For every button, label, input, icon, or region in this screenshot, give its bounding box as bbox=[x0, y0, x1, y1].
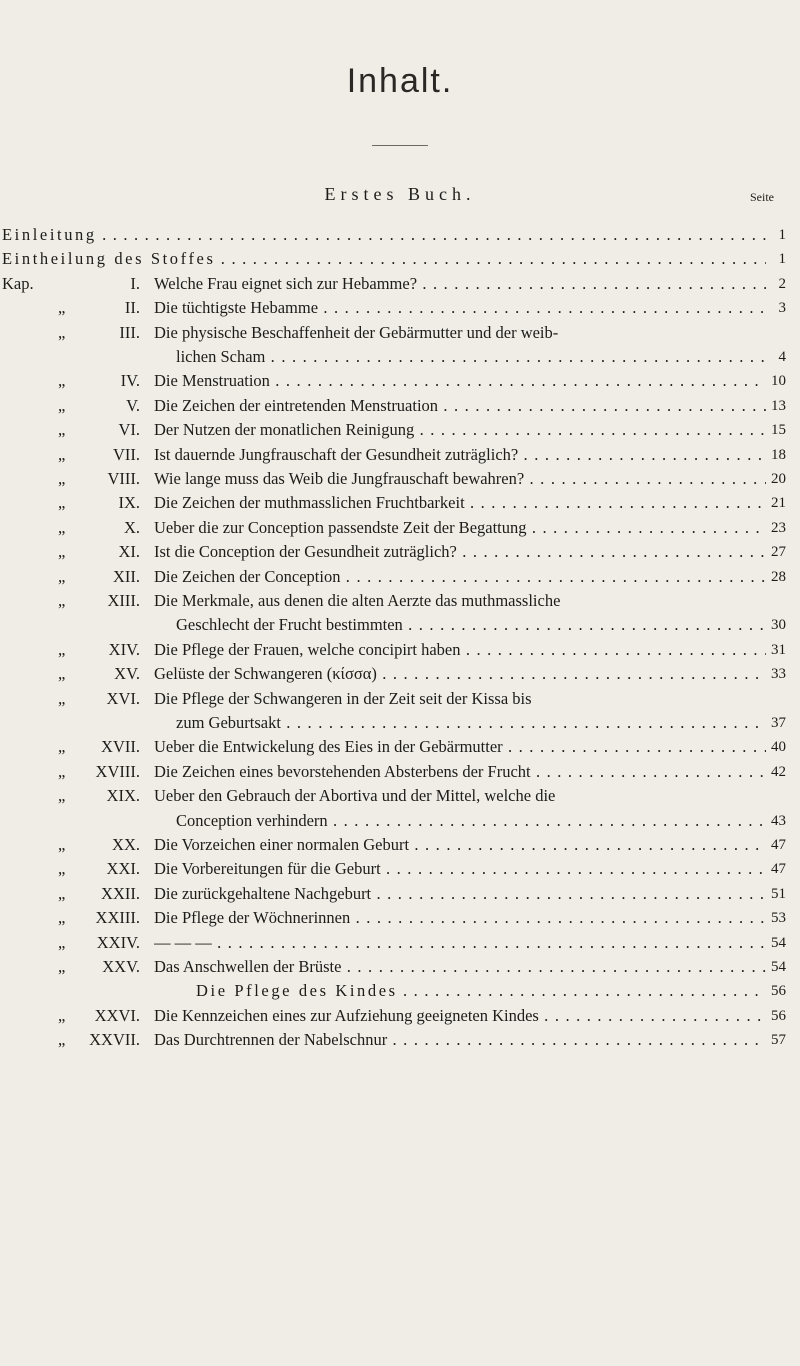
entry-title-text: Die Pflege der Wöchnerinnen . . . bbox=[154, 908, 766, 927]
page-number: 27 bbox=[771, 544, 786, 561]
chapter-number: VIII. bbox=[107, 469, 140, 488]
ditto-mark: „ bbox=[58, 517, 66, 537]
entry-title bbox=[154, 931, 766, 955]
entry-title-text: Das Durchtrennen der Nabelschnur . . . bbox=[154, 1030, 766, 1049]
entry-title-text: Geschlecht der Frucht bestimmten . . . bbox=[176, 615, 766, 634]
entry-title bbox=[176, 345, 766, 369]
section-row bbox=[0, 247, 800, 271]
entry-title bbox=[154, 687, 766, 711]
entry-title bbox=[154, 565, 766, 589]
chapter-row bbox=[0, 418, 800, 442]
chapter-number: III. bbox=[119, 322, 140, 342]
chapter-number: IV. bbox=[120, 371, 140, 391]
entry-title-text: Welche Frau eignet sich zur Hebamme? . . . bbox=[154, 274, 766, 293]
entry-title bbox=[154, 369, 766, 393]
entry-title-text: Die Pflege der Frauen, welche concipirt haben . . . bbox=[154, 640, 766, 659]
entry-title-text: Die Merkmale, aus denen die alten Aerzte das muthmassliche bbox=[154, 591, 561, 610]
chapter-number: VII. bbox=[112, 444, 140, 464]
entry-title-text: — — — . . . bbox=[154, 933, 766, 952]
chapter-row bbox=[0, 931, 800, 955]
page-number: 31 bbox=[771, 641, 786, 658]
title-rule bbox=[372, 145, 428, 146]
entry-title-text: Die tüchtigste Hebamme . . . bbox=[154, 298, 766, 317]
page-number: 10 bbox=[771, 373, 786, 390]
page-number: 20 bbox=[771, 471, 786, 487]
entry-title-text: Die Kennzeichen eines zur Aufziehung geeigneten Kindes . . . bbox=[154, 1006, 766, 1025]
entry-title-text: Conception verhindern . . . bbox=[176, 811, 766, 830]
chapter-number: II. bbox=[124, 298, 140, 318]
entry-title bbox=[176, 809, 766, 833]
entry-title bbox=[154, 418, 766, 442]
chapter-row bbox=[0, 589, 800, 613]
entry-title bbox=[154, 784, 766, 808]
entry-title-text: Die Pflege der Schwangeren in der Zeit seit der Kissa bis bbox=[154, 688, 532, 708]
chapter-row bbox=[0, 882, 800, 906]
chapter-row bbox=[0, 540, 800, 564]
entry-title-text: Die zurückgehaltene Nachgeburt . . . bbox=[154, 884, 766, 903]
entry-title bbox=[154, 1028, 766, 1052]
chapter-number: IX. bbox=[118, 493, 140, 513]
entry-title bbox=[154, 516, 766, 540]
chapter-number: XIV. bbox=[108, 639, 140, 659]
entry-title-text: Die Menstruation . . . bbox=[154, 371, 766, 390]
ditto-mark: „ bbox=[58, 932, 66, 952]
ditto-mark: „ bbox=[58, 591, 66, 610]
entry-title-text: Die Zeichen der Conception . . . bbox=[154, 567, 766, 586]
entry-title bbox=[154, 735, 766, 759]
page-number: 1 bbox=[778, 251, 786, 268]
entry-title-text: Ueber die zur Conception passendste Zeit der Begattung . . . bbox=[154, 518, 766, 537]
chapter-row bbox=[0, 613, 800, 637]
entry-title bbox=[154, 833, 766, 857]
chapter-row bbox=[0, 735, 800, 759]
chapter-row bbox=[0, 711, 800, 735]
chapter-row bbox=[0, 857, 800, 881]
ditto-mark: „ bbox=[58, 566, 66, 586]
ditto-mark: „ bbox=[58, 835, 66, 854]
ditto-mark: „ bbox=[58, 761, 66, 781]
chapter-number: XIX. bbox=[106, 786, 140, 806]
page-number: 42 bbox=[771, 763, 786, 780]
chapter-row bbox=[0, 687, 800, 711]
chapter-row bbox=[0, 833, 800, 857]
entry-title bbox=[154, 296, 766, 320]
page-number: 43 bbox=[771, 812, 786, 829]
chapter-number: XXIV. bbox=[96, 932, 140, 952]
chapter-number: XVII. bbox=[101, 737, 140, 757]
entry-title-text: Die Zeichen eines bevorstehenden Absterbens der Frucht . . . bbox=[154, 762, 766, 781]
page-number: 23 bbox=[771, 519, 786, 536]
chapter-number: XXV. bbox=[102, 957, 140, 976]
page-number: 13 bbox=[771, 397, 786, 414]
page-number: 18 bbox=[771, 446, 786, 463]
entry-title-text: Die Vorzeichen einer normalen Geburt . . . bbox=[154, 835, 766, 854]
entry-title bbox=[154, 638, 766, 662]
entry-title-text: Ist dauernde Jungfrauschaft der Gesundheit zuträglich? . . . bbox=[154, 445, 766, 464]
chapter-row bbox=[0, 369, 800, 393]
entry-title-text: Ueber die Entwickelung des Eies in der Gebärmutter . . . bbox=[154, 737, 766, 756]
entry-title bbox=[154, 491, 766, 515]
chapter-row bbox=[0, 638, 800, 662]
page-number: 15 bbox=[771, 422, 786, 439]
chapter-row bbox=[0, 760, 800, 784]
page-number: 56 bbox=[771, 983, 786, 1000]
chapter-number: XVI. bbox=[106, 688, 140, 708]
chapter-row bbox=[0, 1028, 800, 1052]
entry-title bbox=[2, 247, 766, 271]
entry-title bbox=[2, 223, 766, 247]
chapter-number: XIII. bbox=[107, 591, 140, 610]
entry-title-text: Die physische Beschaffenheit der Gebärmutter und der weib- bbox=[154, 322, 559, 342]
chapter-number: XXI. bbox=[106, 859, 140, 879]
entry-title bbox=[154, 857, 766, 881]
entry-title-text: zum Geburtsakt . . . bbox=[176, 713, 766, 732]
page-number: 56 bbox=[771, 1007, 786, 1024]
chapter-number: XX. bbox=[112, 835, 140, 854]
page-number: 54 bbox=[771, 959, 786, 975]
ditto-mark: „ bbox=[58, 444, 66, 464]
entry-title bbox=[154, 589, 766, 613]
chapter-number: I. bbox=[130, 273, 140, 293]
page-number: 28 bbox=[771, 568, 786, 585]
page-number: 51 bbox=[771, 885, 786, 902]
chapter-row bbox=[0, 1004, 800, 1028]
entry-title-text: Das Anschwellen der Brüste . . . bbox=[154, 957, 766, 976]
chapter-row bbox=[0, 394, 800, 418]
chapter-number: V. bbox=[126, 395, 140, 415]
ditto-mark: „ bbox=[58, 1030, 66, 1050]
chapter-row bbox=[0, 443, 800, 467]
chapter-row bbox=[0, 955, 800, 979]
ditto-mark: „ bbox=[58, 322, 66, 342]
entry-title-text: Eintheilung des Stoffes . . . bbox=[2, 249, 766, 268]
page-number: 47 bbox=[771, 861, 786, 878]
chapter-row bbox=[0, 491, 800, 515]
ditto-mark: „ bbox=[58, 737, 66, 757]
ditto-mark: „ bbox=[58, 664, 66, 684]
chapter-number: XV. bbox=[114, 664, 140, 684]
ditto-mark: „ bbox=[58, 859, 66, 879]
chapter-row bbox=[0, 345, 800, 369]
page-number: 21 bbox=[771, 495, 786, 512]
page-number: 40 bbox=[771, 739, 786, 756]
entry-title bbox=[154, 906, 766, 930]
chapter-row bbox=[0, 467, 800, 491]
entry-title bbox=[154, 443, 766, 467]
entry-title-text: Die Zeichen der muthmasslichen Fruchtbarkeit . . . bbox=[154, 493, 766, 512]
page-number: 57 bbox=[771, 1032, 786, 1049]
ditto-mark: „ bbox=[58, 469, 66, 488]
page-number: 33 bbox=[771, 666, 786, 683]
entry-title bbox=[154, 662, 766, 686]
chapter-row bbox=[0, 906, 800, 930]
entry-title bbox=[176, 613, 766, 637]
entry-title bbox=[154, 882, 766, 906]
ditto-mark: „ bbox=[58, 420, 66, 440]
chapter-number: VI. bbox=[118, 420, 140, 440]
ditto-mark: „ bbox=[58, 542, 66, 562]
page-number: 30 bbox=[771, 617, 786, 634]
chapter-number: XVIII. bbox=[95, 761, 140, 781]
page-title: Inhalt. bbox=[346, 62, 454, 100]
entry-title bbox=[154, 1004, 766, 1028]
ditto-mark: „ bbox=[58, 786, 66, 806]
entry-title-text: Ist die Conception der Gesundheit zuträglich? . . . bbox=[154, 542, 766, 561]
entry-title-text: Die Vorbereitungen für die Geburt . . . bbox=[154, 859, 766, 878]
ditto-mark: „ bbox=[58, 395, 66, 415]
chapter-row bbox=[0, 784, 800, 808]
entry-title bbox=[154, 394, 766, 418]
entry-title bbox=[154, 321, 766, 345]
entry-title-text: Die Pflege des Kindes . . . bbox=[196, 981, 766, 1000]
ditto-mark: „ bbox=[58, 908, 66, 928]
ditto-mark: „ bbox=[58, 957, 66, 976]
page-number: 2 bbox=[778, 275, 786, 292]
ditto-mark: „ bbox=[58, 883, 66, 903]
entry-title-text: Ueber den Gebrauch der Abortiva und der Mittel, welche die bbox=[154, 786, 556, 806]
ditto-mark: „ bbox=[58, 298, 66, 318]
entry-title-text: Einleitung . . . bbox=[2, 225, 766, 244]
entry-title-text: lichen Scham . . . bbox=[176, 347, 766, 366]
page-number: 47 bbox=[771, 837, 786, 853]
chapter-row bbox=[0, 565, 800, 589]
entry-title-text: Die Zeichen der eintretenden Menstruation . . . bbox=[154, 396, 766, 415]
chapter-row bbox=[0, 321, 800, 345]
section-row bbox=[0, 223, 800, 247]
chapter-row bbox=[0, 272, 800, 296]
chapter-row bbox=[0, 809, 800, 833]
entry-title-text: Gelüste der Schwangeren (κίσσα) . . . bbox=[154, 664, 766, 683]
page-number: 37 bbox=[771, 715, 786, 731]
page-number: 1 bbox=[778, 227, 786, 243]
page-number: 54 bbox=[771, 934, 786, 951]
page-number: 3 bbox=[778, 300, 786, 317]
entry-title-text: Wie lange muss das Weib die Jungfrauschaft bewahren? . . . bbox=[154, 469, 766, 488]
entry-title-text: Der Nutzen der monatlichen Reinigung . . . bbox=[154, 420, 766, 439]
entry-title bbox=[154, 955, 766, 979]
ditto-mark: „ bbox=[58, 1005, 66, 1025]
chapter-number: XXII. bbox=[101, 883, 140, 903]
page-number: 4 bbox=[778, 349, 786, 365]
chapter-row bbox=[0, 296, 800, 320]
chapter-row bbox=[0, 662, 800, 686]
chapter-number: XXIII. bbox=[95, 908, 140, 928]
ditto-mark: „ bbox=[58, 493, 66, 513]
chapter-row bbox=[0, 516, 800, 540]
entry-title bbox=[154, 540, 766, 564]
entry-title bbox=[154, 760, 766, 784]
ditto-mark: „ bbox=[58, 639, 66, 659]
ditto-mark: „ bbox=[58, 688, 66, 708]
chapter-prefix: Kap. bbox=[2, 273, 34, 293]
ditto-mark: „ bbox=[58, 371, 66, 391]
book-heading: Erstes Buch. bbox=[324, 184, 476, 204]
entry-title bbox=[154, 272, 766, 296]
chapter-number: XXVII. bbox=[89, 1030, 140, 1050]
page-number: 53 bbox=[771, 910, 786, 927]
chapter-number: X. bbox=[123, 517, 140, 537]
entry-title bbox=[176, 711, 766, 735]
chapter-number: XII. bbox=[112, 566, 140, 586]
chapter-number: XI. bbox=[118, 542, 140, 562]
entry-title bbox=[154, 467, 766, 491]
entry-title bbox=[196, 979, 766, 1003]
chapter-row bbox=[0, 979, 800, 1003]
chapter-number: XXVI. bbox=[94, 1005, 140, 1025]
page-column-label: Seite bbox=[750, 190, 774, 204]
